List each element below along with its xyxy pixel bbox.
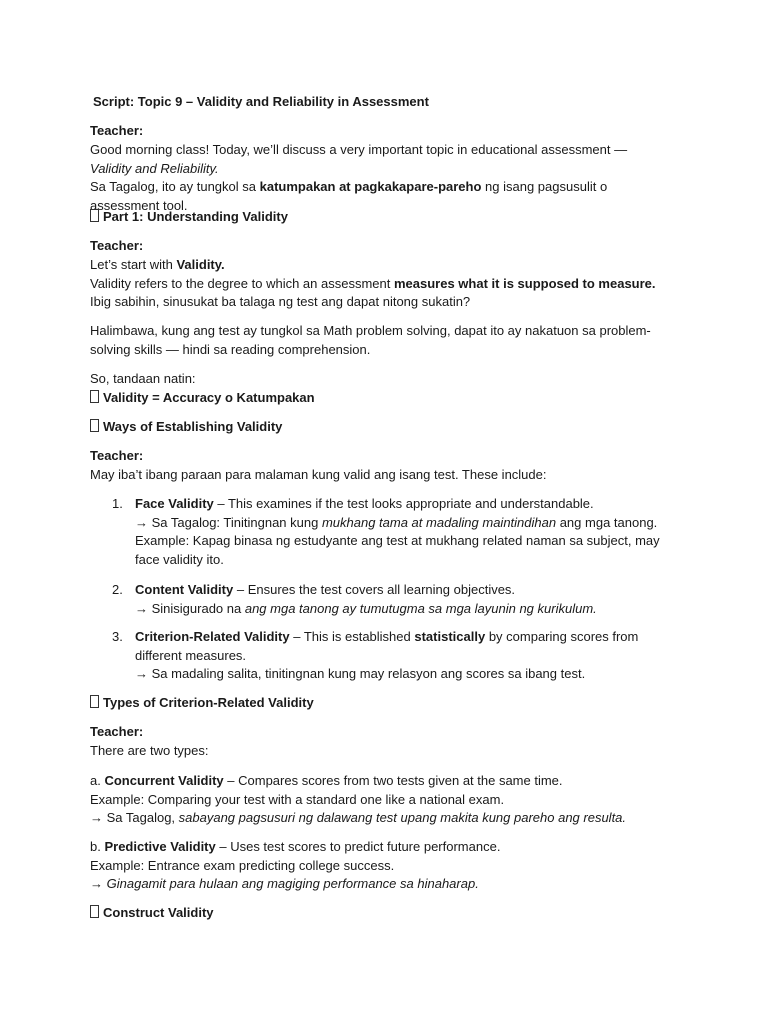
checkbox-glyph-icon <box>90 390 99 403</box>
intro-paragraph: Good morning class! Today, we’ll discuss a very important topic in educational assessment — Validity and Reliability. Sa Tagalog, ito ay tungkol sa katumpakan at pagkakapare-pareho ng isang pagsusulit o assessment tool. <box>90 142 628 213</box>
checkbox-glyph-icon <box>90 905 99 918</box>
list-item-body: Face Validity – This examines if the test looks appropriate and understandable. → Sa Tagalog: Tinitingnan kung mukhang tama at madaling maintindihan ang mga tanong. Example: Kapag binasa ng estudyante ang test at mukhang related naman sa subject, may face validity ito. <box>135 496 660 567</box>
part1-heading: Part 1: Understanding Validity <box>90 208 690 227</box>
list-item <box>112 581 672 618</box>
concurrent-validity-paragraph: a. Concurrent Validity – Compares scores from two tests given at the same time. Example: Comparing your test with a standard one like a national exam. → Sa Tagalog, sabayang pagsusuri ng dalawang test upang makita kung pareho ang resulta. <box>90 773 627 825</box>
list-number: 1. <box>112 496 123 511</box>
teacher-label: Teacher: <box>90 123 144 138</box>
list-number: 2. <box>112 582 123 597</box>
ways-heading: Ways of Establishing Validity <box>90 418 690 437</box>
teacher-label: Teacher: <box>90 238 144 253</box>
ways-intro: May iba’t ibang paraan para malaman kung valid ang isang test. These include: <box>90 467 547 482</box>
checkbox-glyph-icon <box>90 695 99 708</box>
document-title: Script: Topic 9 – Validity and Reliability in Assessment <box>93 94 429 109</box>
construct-heading: Construct Validity <box>90 904 690 923</box>
list-item <box>112 628 672 684</box>
remember-paragraph: So, tandaan natin: Validity = Accuracy o Katumpakan <box>90 371 315 405</box>
predictive-validity-paragraph: b. Predictive Validity – Uses test scores to predict future performance. Example: Entrance exam predicting college success. → Ginagamit para hulaan ang magiging performance sa hinaharap. <box>90 839 501 891</box>
list-item <box>112 495 672 569</box>
checkbox-glyph-icon <box>90 419 99 432</box>
part1-paragraph: Let’s start with Validity. Validity refers to the degree to which an assessment measures what it is supposed to measure. Ibig sabihin, sinusukat ba talaga ng test ang dapat nitong sukatin? <box>90 257 656 309</box>
math-example-paragraph: Halimbawa, kung ang test ay tungkol sa Math problem solving, dapat ito ay nakatuon sa problem-solving skills — hindi sa reading comprehension. <box>90 323 651 357</box>
teacher-label: Teacher: <box>90 724 144 739</box>
teacher-label: Teacher: <box>90 448 144 463</box>
list-item-body: Content Validity – Ensures the test covers all learning objectives. → Sinisigurado na ang mga tanong ay tumutugma sa mga layunin ng kurikulum. <box>135 582 597 616</box>
checkbox-glyph-icon <box>90 209 99 222</box>
list-item-body: Criterion-Related Validity – This is established statistically by comparing scores from different measures. → Sa madaling salita, tinitingnan kung may relasyon ang scores sa ibang test. <box>135 629 639 681</box>
list-number: 3. <box>112 629 123 644</box>
types-heading: Types of Criterion-Related Validity <box>90 694 690 713</box>
types-intro: There are two types: <box>90 743 209 758</box>
